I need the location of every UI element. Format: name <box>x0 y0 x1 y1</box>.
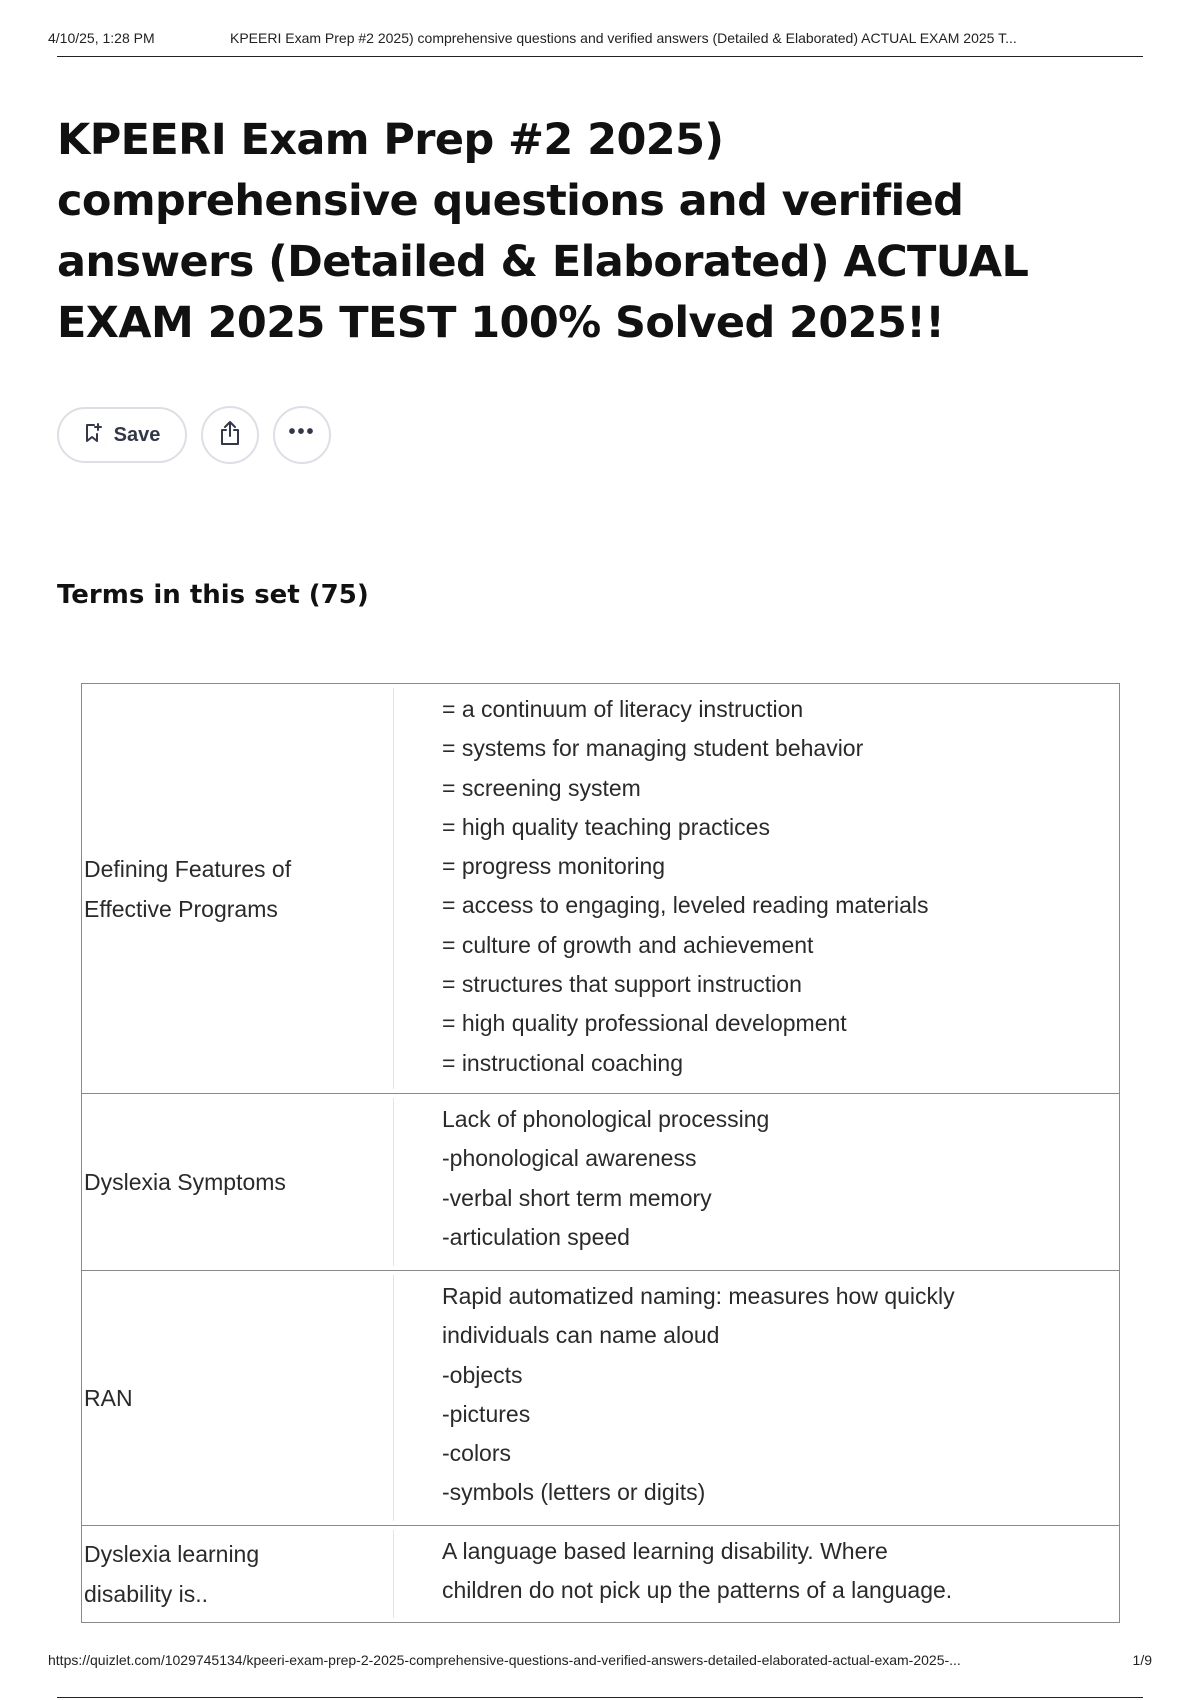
definition-line: -verbal short term memory <box>442 1184 712 1211</box>
page-title: KPEERI Exam Prep #2 2025) comprehensive questions and verified answers (Detailed & Elaborated) ACTUAL EXAM 2025 TEST 100% Solved 2025!! <box>57 115 1029 348</box>
definition-line: = access to engaging, leveled reading materials <box>442 892 929 919</box>
footer-divider <box>57 1697 1143 1698</box>
definition-line: A language based learning disability. Where <box>442 1538 888 1564</box>
more-icon: ••• <box>288 421 316 443</box>
definition-line: = high quality teaching practices <box>442 813 770 840</box>
term-row <box>82 1525 1119 1622</box>
term-cell: Dyslexia learning disability is.. <box>82 1526 394 1622</box>
definition-cell <box>394 684 1119 1093</box>
definition-cell <box>394 1094 1119 1270</box>
bookmark-plus-icon <box>84 423 102 448</box>
print-url: https://quizlet.com/1029745134/kpeeri-exam-prep-2-2025-comprehensive-questions-and-verified-answers-detailed-elaborated-actual-exam-2025-... <box>48 1652 961 1668</box>
definition-line: individuals can name aloud <box>442 1322 720 1349</box>
more-options-button[interactable] <box>273 406 331 464</box>
section-title: Terms in this set (75) <box>57 580 369 610</box>
definition-line: = culture of growth and achievement <box>442 931 814 958</box>
definition-line: -phonological awareness <box>442 1145 697 1172</box>
print-date: 4/10/25, 1:28 PM <box>48 30 155 46</box>
definition-line: -pictures <box>442 1400 531 1427</box>
header-divider <box>57 56 1143 57</box>
share-icon <box>218 420 242 451</box>
definition-cell <box>394 1526 1119 1622</box>
term-cell: Dyslexia Symptoms <box>82 1094 394 1270</box>
definition-line: -colors <box>442 1440 512 1467</box>
definition-line: children do not pick up the patterns of a language. <box>442 1577 953 1604</box>
share-button[interactable] <box>201 406 259 464</box>
print-doc-title: KPEERI Exam Prep #2 2025) comprehensive questions and verified answers (Detailed & Elaborated) ACTUAL EXAM 2025 T... <box>230 30 1017 46</box>
definition-line: = instructional coaching <box>442 1049 684 1076</box>
definition-line: Lack of phonological processing <box>442 1106 770 1132</box>
definition-line: -symbols (letters or digits) <box>442 1479 706 1506</box>
page-number: 1/9 <box>1132 1652 1152 1668</box>
definition-line: -objects <box>442 1361 523 1388</box>
definition-line: = systems for managing student behavior <box>442 735 864 762</box>
term-row <box>82 1270 1119 1525</box>
term-cell: Defining Features of Effective Programs <box>82 684 394 1093</box>
definition-line: = screening system <box>442 774 641 801</box>
definition-line: Rapid automatized naming: measures how quickly <box>442 1283 955 1309</box>
term-row <box>82 1093 1119 1270</box>
terms-table <box>81 683 1120 1623</box>
definition-line: = progress monitoring <box>442 853 666 880</box>
definition-line: = high quality professional development <box>442 1010 847 1037</box>
definition-line: = structures that support instruction <box>442 971 802 998</box>
definition-line: = a continuum of literacy instruction <box>442 696 804 722</box>
term-row <box>82 684 1119 1093</box>
action-bar <box>57 405 331 465</box>
term-cell: RAN <box>82 1271 394 1525</box>
save-button[interactable] <box>57 407 187 463</box>
definition-cell <box>394 1271 1119 1525</box>
definition-line: -articulation speed <box>442 1223 630 1250</box>
save-button-label: Save <box>113 423 161 446</box>
